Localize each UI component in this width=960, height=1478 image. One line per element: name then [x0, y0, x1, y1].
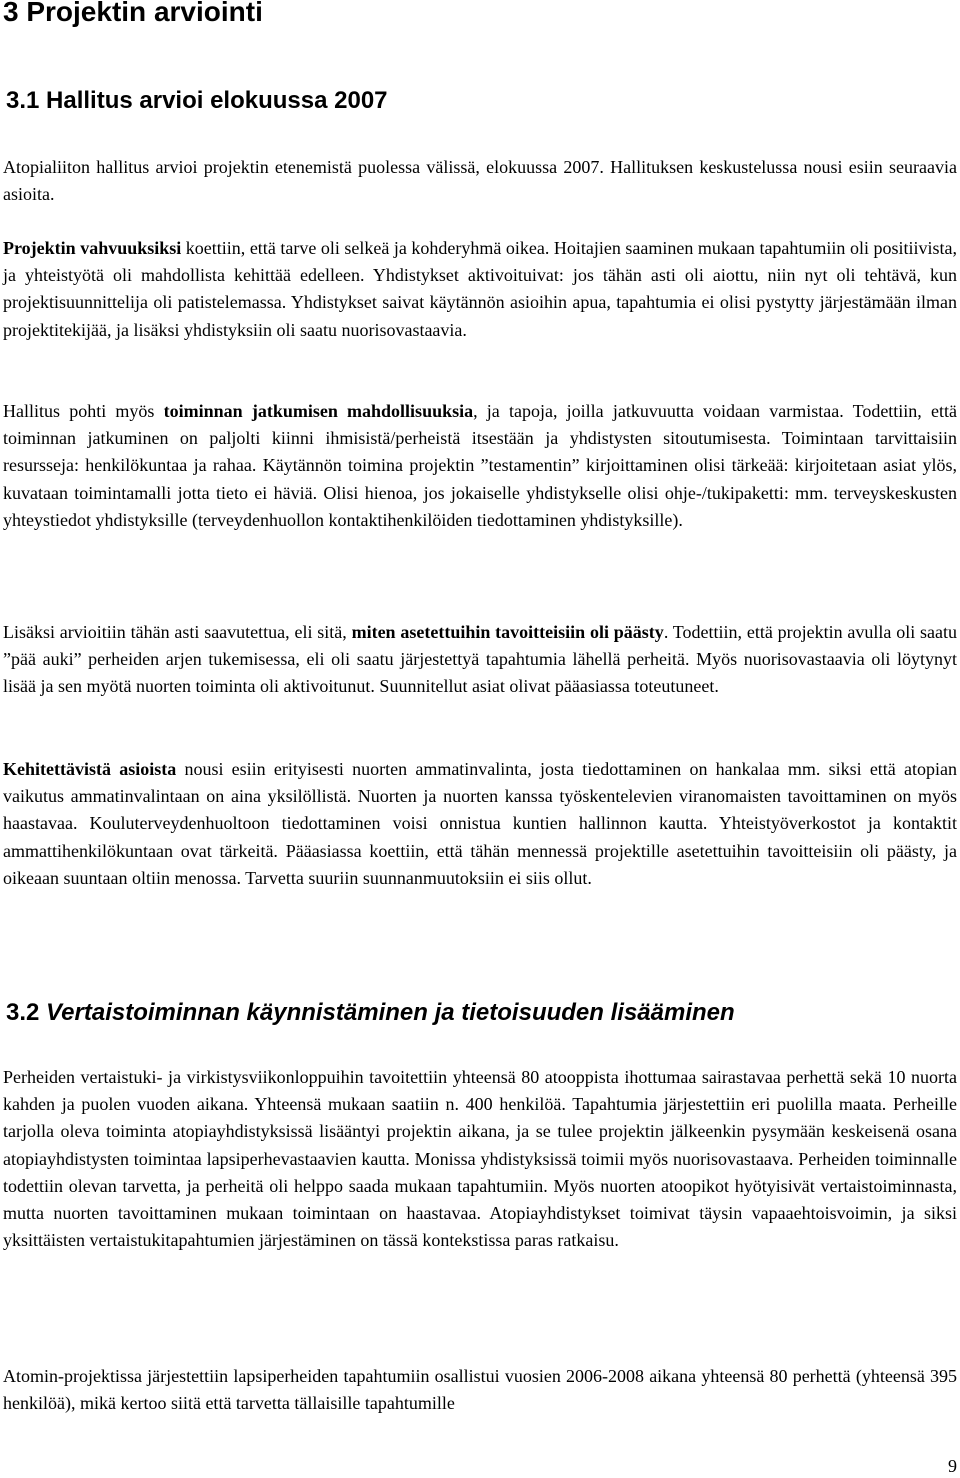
- section-heading-3-1: 3.1 Hallitus arvioi elokuussa 2007: [6, 87, 388, 114]
- chapter-heading: 3 Projektin arviointi: [3, 0, 263, 27]
- bold-term: Projektin vahvuuksiksi: [3, 238, 182, 258]
- bold-term: Kehitettävistä asioista: [3, 759, 177, 779]
- section-heading-3-2: 3.2 Vertaistoiminnan käynnistäminen ja tietoisuuden lisääminen: [6, 999, 735, 1026]
- bold-term: miten asetettuihin tavoitteisiin oli päästy: [351, 622, 664, 642]
- bold-term: toiminnan jatkumisen mahdollisuuksia: [163, 401, 474, 421]
- paragraph-intro: Atopialiiton hallitus arvioi projektin etenemistä puolessa välissä, elokuussa 2007. Hallituksen keskustelussa nousi esiin seuraavia asioita.: [3, 157, 957, 205]
- paragraph-peer-support: Perheiden vertaistuki- ja virkistysviikonloppuihin tavoitettiin yhteensä 80 atooppista ihottumaa sairastavaa perhettä sekä 10 nuorta kahden ja puolen vuoden aikana. Yhteensä mukaan saatiin n. 400 henkilöä. Tapahtumia järjestettiin eri puolilla maata. Perheille tarjolla oleva toiminta atopiayhdistyksissä lisääntyi projektin aikana, ja se tulee projektin jälkeenkin pysymään keskeisenä osana atopiayhdistysten toimintaa lapsiperhevastaavien kautta. Monissa yhdistyksissä toimii myös nuorisovastaava. Perheiden toiminnalle todettiin olevan tarvetta, ja perheitä oli helppo saada mukaan tapahtumiin. Myös nuorten atoopikot hyötyisivät vertaistoiminnasta, mutta nuorten tavoittaminen mukaan toimintaan on haastavaa. Atopiayhdistykset toimivat täysin vapaaehtoisvoimin, ja siksi yksittäisten vertaistukitapahtumien järjestäminen on tässä kontekstissa paras ratkaisu.: [3, 1067, 957, 1251]
- page-number: 9: [948, 1456, 957, 1476]
- paragraph-atomin-project: Atomin-projektissa järjestettiin lapsiperheiden tapahtumiin osallistui vuosien 2006-2008 aikana yhteensä 80 perhettä (yhteensä 395 henkilöä), mikä kertoo siitä että tarvetta tällaisille tapahtumille: [3, 1366, 957, 1414]
- paragraph-strengths: Projektin vahvuuksiksi koettiin, että tarve oli selkeä ja kohderyhmä oikea. Hoitajien saaminen mukaan tapahtumiin oli positiivista, ja yhteistyötä oli mahdollista kehittää edelleen. Yhdistykset aktivoituivat: jos tähän asti oli aiottu, niin nyt oli tehtävä, kun projektisuunnittelija oli patistelemassa. Yhdistykset saivat käytännön asioihin apua, tapahtumia ei olisi pystytty järjestämään ilman projektitekijää, ja lisäksi yhdistyksiin oli saatu nuorisovastaavia.: [3, 238, 957, 340]
- paragraph-development: Kehitettävistä asioista nousi esiin erityisesti nuorten ammatinvalinta, josta tiedottaminen on hankalaa mm. siksi että atopian vaikutus ammatinvalintaan on aina yksilöllistä. Nuorten ja nuorten kanssa työskentelevien viranomaisten tavoittaminen on myös haastavaa. Kouluterveydenhuoltoon tiedottaminen voisi onnistua kuntien hallinnon kautta. Yhteistyöverkostot ja kontaktit ammattihenkilökuntaan ovat tärkeitä. Pääasiassa koettiin, että tähän mennessä projektille asetettuihin tavoitteisiin oli päästy, ja oikeaan suuntaan oltiin menossa. Tarvetta suuriin suunnanmuutoksiin ei siis ollut.: [3, 759, 958, 888]
- paragraph-goals: Lisäksi arvioitiin tähän asti saavutettua, eli sitä, miten asetettuihin tavoitteisiin oli päästy. Todettiin, että projektin avulla oli saatu ”pää auki” perheiden arjen tukemisessa, eli oli saatu järjestettyä tapahtumia lähellä perheitä. Myös nuorisovastaavia oli löytynyt lisää ja sen myötä nuorten toiminta oli aktivoitunut. Suunnitellut asiat olivat pääasiassa toteutuneet.: [3, 622, 957, 697]
- paragraph-continuity: Hallitus pohti myös toiminnan jatkumisen mahdollisuuksia, ja tapoja, joilla jatkuvuutta voidaan varmistaa. Todettiin, että toiminnan jatkuminen on paljolti kiinni ihmisistä/perheistä itsestään ja yhdistysten sitoutumisesta. Toimintaan tarvittaisiin resursseja: henkilökuntaa ja rahaa. Käytännön toimina projektin ”testamentin” kirjoittaminen olisi tärkeää: kirjoitetaan asiat ylös, kuvataan toimintamalli jotta tieto ei häviä. Olisi hienoa, jos jokaiselle yhdistykselle olisi ohje-/tukipaketti: mm. terveyskeskusten yhteystiedot yhdistyksille (terveydenhuollon kontaktihenkilöiden tiedottaminen yhdistyksille).: [3, 401, 957, 530]
